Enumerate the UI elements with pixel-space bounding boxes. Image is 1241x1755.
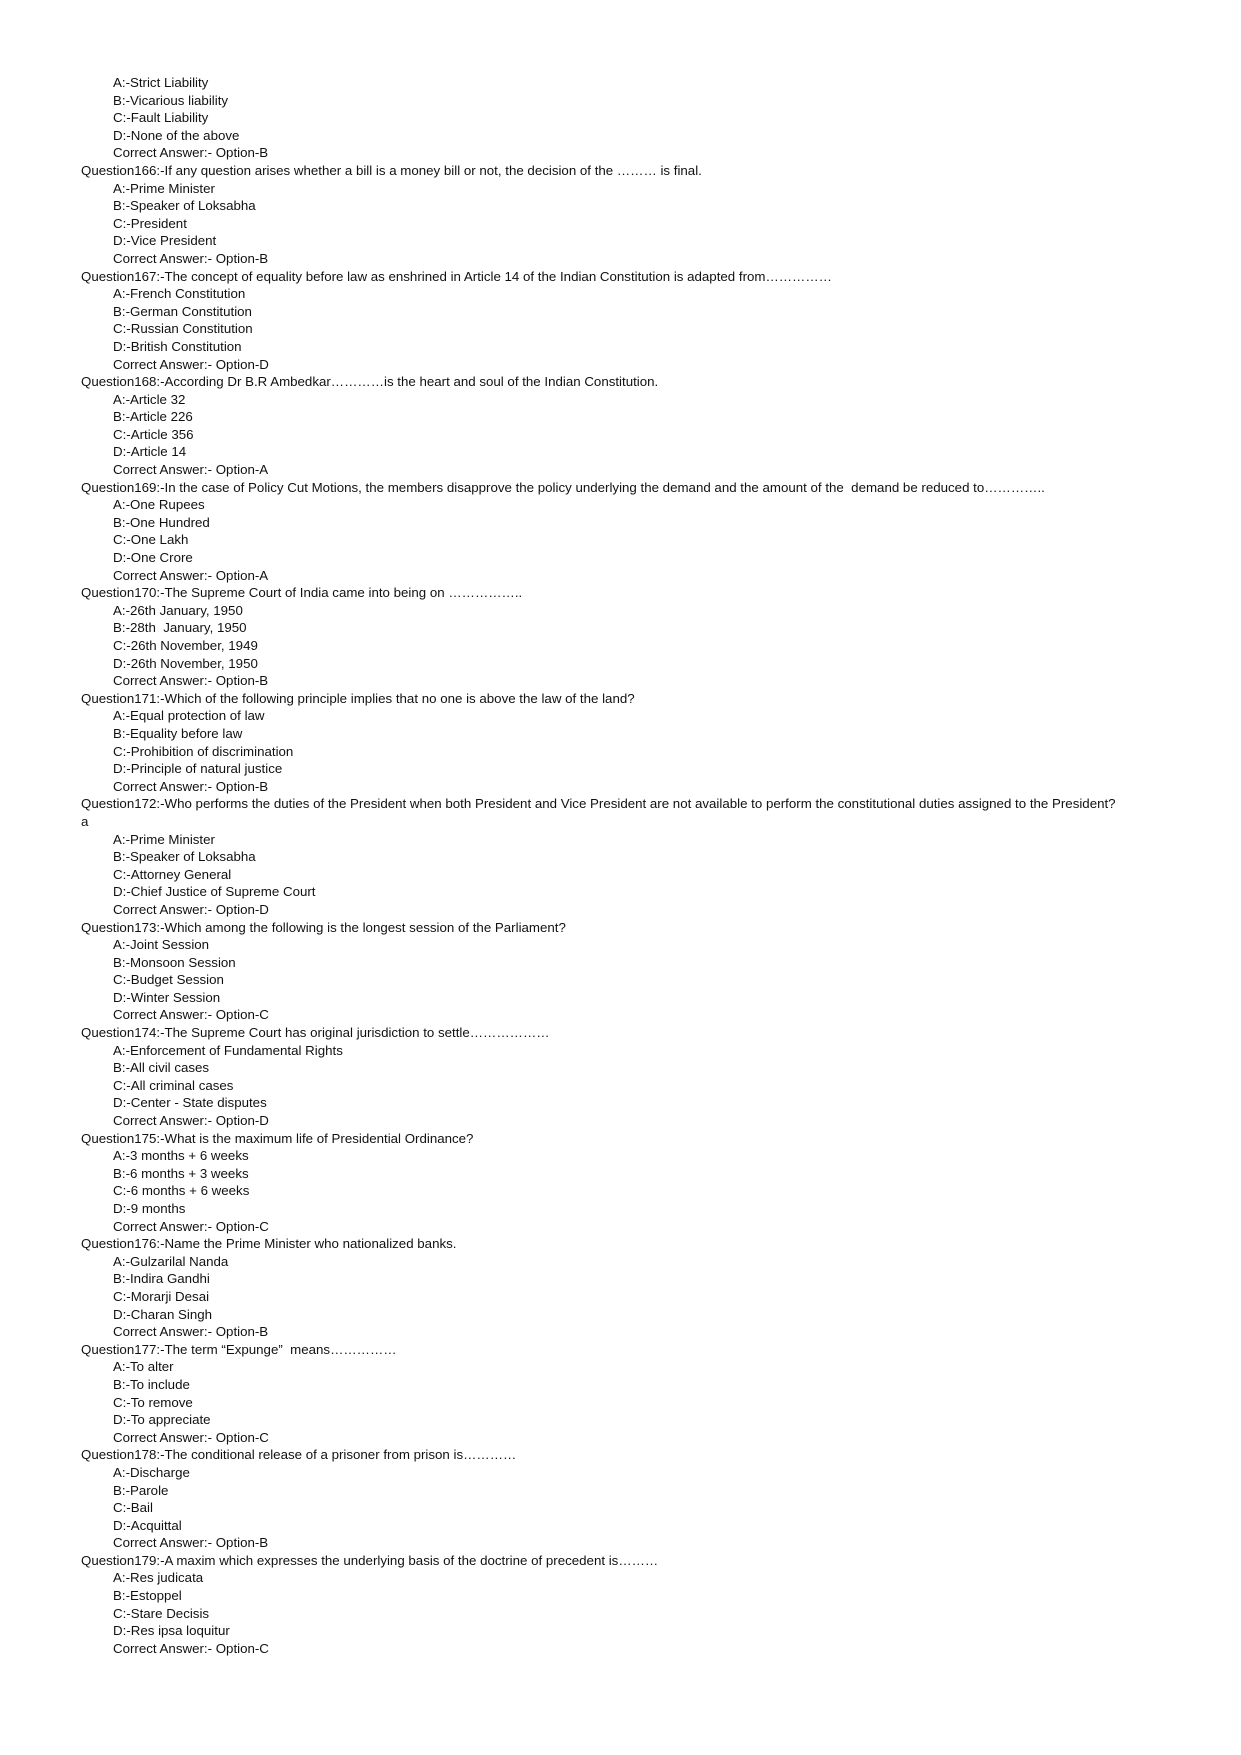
correct-answer: Correct Answer:- Option-A xyxy=(113,567,269,583)
option-d: D:-To appreciate xyxy=(113,1412,211,1428)
correct-answer: Correct Answer:- Option-B xyxy=(113,145,269,161)
option-a: A:-Equal protection of law xyxy=(113,708,265,724)
question-text: Question173:-Which among the following is the longest session of the Parliament? xyxy=(81,919,566,935)
option-d: D:-Center - State disputes xyxy=(113,1095,267,1111)
option-b: B:-Parole xyxy=(113,1482,169,1498)
option-a: A:-Discharge xyxy=(113,1464,190,1480)
question-text: Question168:-According Dr B.R Ambedkar…………is the heart and soul of the Indian Constitution. xyxy=(81,374,659,390)
option-c: C:-Morarji Desai xyxy=(113,1288,210,1304)
option-a: A:-Gulzarilal Nanda xyxy=(113,1253,229,1269)
option-c: C:-6 months + 6 weeks xyxy=(113,1183,250,1199)
option-c: C:-To remove xyxy=(113,1394,193,1410)
option-c: C:-Bail xyxy=(113,1500,153,1516)
question-block-173 xyxy=(0,919,1241,1025)
question-document xyxy=(0,74,1241,1657)
option-c: C:-One Lakh xyxy=(113,532,189,548)
question-block-170 xyxy=(0,584,1241,690)
question-text: Question179:-A maxim which expresses the underlying basis of the doctrine of precedent is……… xyxy=(81,1552,659,1568)
option-d: D:-Acquittal xyxy=(113,1517,182,1533)
question-text: Question167:-The concept of equality before law as enshrined in Article 14 of the Indian Constitution is adapted from…………… xyxy=(81,268,832,284)
question-text: Question176:-Name the Prime Minister who nationalized banks. xyxy=(81,1236,457,1252)
question-text: Question172:-Who performs the duties of the President when both President and Vice President are not available to perform the constitutional duties assigned to the President? a xyxy=(81,796,1116,829)
option-c: C:-Prohibition of discrimination xyxy=(113,743,294,759)
option-d: D:-26th November, 1950 xyxy=(113,655,258,671)
option-d: D:-Vice President xyxy=(113,233,217,249)
option-d: D:-None of the above xyxy=(113,127,240,143)
option-d: D:-British Constitution xyxy=(113,338,242,354)
correct-answer: Correct Answer:- Option-D xyxy=(113,356,269,372)
question-block-171 xyxy=(0,690,1241,796)
option-a: A:-Prime Minister xyxy=(113,831,215,847)
correct-answer: Correct Answer:- Option-B xyxy=(113,1324,269,1340)
correct-answer: Correct Answer:- Option-C xyxy=(113,1429,269,1445)
option-b: B:-28th January, 1950 xyxy=(113,620,247,636)
option-a: A:-3 months + 6 weeks xyxy=(113,1148,249,1164)
option-b: B:-6 months + 3 weeks xyxy=(113,1165,249,1181)
option-c: C:-Stare Decisis xyxy=(113,1605,210,1621)
option-d: D:-Winter Session xyxy=(113,989,221,1005)
option-a: A:-Enforcement of Fundamental Rights xyxy=(113,1042,343,1058)
question-text: Question166:-If any question arises whether a bill is a money bill or not, the decision of the ……… is final. xyxy=(81,162,702,178)
option-b: B:-Article 226 xyxy=(113,409,193,425)
option-d: D:-Article 14 xyxy=(113,444,187,460)
option-b: B:-All civil cases xyxy=(113,1060,210,1076)
correct-answer: Correct Answer:- Option-B xyxy=(113,250,269,266)
option-b: B:-Speaker of Loksabha xyxy=(113,198,256,214)
question-text: Question175:-What is the maximum life of Presidential Ordinance? xyxy=(81,1130,474,1146)
question-block-169 xyxy=(0,479,1241,585)
correct-answer: Correct Answer:- Option-B xyxy=(113,673,269,689)
option-c: C:-Attorney General xyxy=(113,866,232,882)
question-block-166 xyxy=(0,162,1241,268)
question-text: Question171:-Which of the following principle implies that no one is above the law of the land? xyxy=(81,690,635,706)
question-block-165 xyxy=(0,74,1241,162)
option-a: A:-Article 32 xyxy=(113,391,186,407)
option-a: A:-Prime Minister xyxy=(113,180,215,196)
question-text: Question177:-The term “Expunge” means…………… xyxy=(81,1341,397,1357)
option-d: D:-Res ipsa loquitur xyxy=(113,1623,230,1639)
option-c: C:-26th November, 1949 xyxy=(113,638,258,653)
option-c: C:-President xyxy=(113,215,187,231)
correct-answer: Correct Answer:- Option-C xyxy=(113,1218,269,1234)
option-b: B:-To include xyxy=(113,1376,190,1392)
question-block-177 xyxy=(0,1341,1241,1447)
option-c: C:-Article 356 xyxy=(113,426,194,442)
option-a: A:-One Rupees xyxy=(113,497,205,513)
option-d: D:-Principle of natural justice xyxy=(113,761,283,777)
option-d: D:-Charan Singh xyxy=(113,1306,213,1322)
option-b: B:-Indira Gandhi xyxy=(113,1271,210,1287)
question-block-178 xyxy=(0,1446,1241,1552)
correct-answer: Correct Answer:- Option-B xyxy=(113,1535,269,1551)
option-d: D:-One Crore xyxy=(113,550,193,566)
correct-answer: Correct Answer:- Option-C xyxy=(113,1640,269,1656)
correct-answer: Correct Answer:- Option-D xyxy=(113,1113,269,1129)
question-block-176 xyxy=(0,1235,1241,1341)
question-text: Question174:-The Supreme Court has original jurisdiction to settle……………… xyxy=(81,1025,550,1041)
option-a: A:-French Constitution xyxy=(113,286,246,302)
option-a: A:-Res judicata xyxy=(113,1570,204,1586)
option-a: A:-26th January, 1950 xyxy=(113,602,243,618)
question-text: Question178:-The conditional release of a prisoner from prison is………… xyxy=(81,1447,517,1463)
option-c: C:-All criminal cases xyxy=(113,1077,234,1093)
option-d: D:-9 months xyxy=(113,1201,186,1216)
question-block-179 xyxy=(0,1552,1241,1658)
question-text: Question169:-In the case of Policy Cut Motions, the members disapprove the policy underlying the demand and the amount of the demand be reduced to………….. xyxy=(81,479,1045,495)
question-block-174 xyxy=(0,1024,1241,1130)
question-block-167 xyxy=(0,268,1241,374)
correct-answer: Correct Answer:- Option-B xyxy=(113,778,269,794)
question-block-168 xyxy=(0,373,1241,479)
option-b: B:-Equality before law xyxy=(113,725,243,741)
option-a: A:-Joint Session xyxy=(113,937,210,953)
question-block-172 xyxy=(0,795,1241,918)
option-b: B:-One Hundred xyxy=(113,514,210,530)
option-a: A:-To alter xyxy=(113,1359,174,1375)
question-text: Question170:-The Supreme Court of India came into being on …………….. xyxy=(81,585,523,601)
option-b: B:-German Constitution xyxy=(113,303,252,319)
correct-answer: Correct Answer:- Option-C xyxy=(113,1007,269,1023)
option-a: A:-Strict Liability xyxy=(113,75,209,90)
option-d: D:-Chief Justice of Supreme Court xyxy=(113,884,316,900)
question-block-175 xyxy=(0,1130,1241,1236)
option-b: B:-Estoppel xyxy=(113,1588,182,1604)
option-c: C:-Budget Session xyxy=(113,972,224,988)
option-b: B:-Speaker of Loksabha xyxy=(113,849,256,865)
option-c: C:-Fault Liability xyxy=(113,110,209,126)
correct-answer: Correct Answer:- Option-D xyxy=(113,901,269,917)
option-c: C:-Russian Constitution xyxy=(113,321,253,337)
option-b: B:-Vicarious liability xyxy=(113,92,229,108)
correct-answer: Correct Answer:- Option-A xyxy=(113,462,269,478)
option-b: B:-Monsoon Session xyxy=(113,954,236,970)
